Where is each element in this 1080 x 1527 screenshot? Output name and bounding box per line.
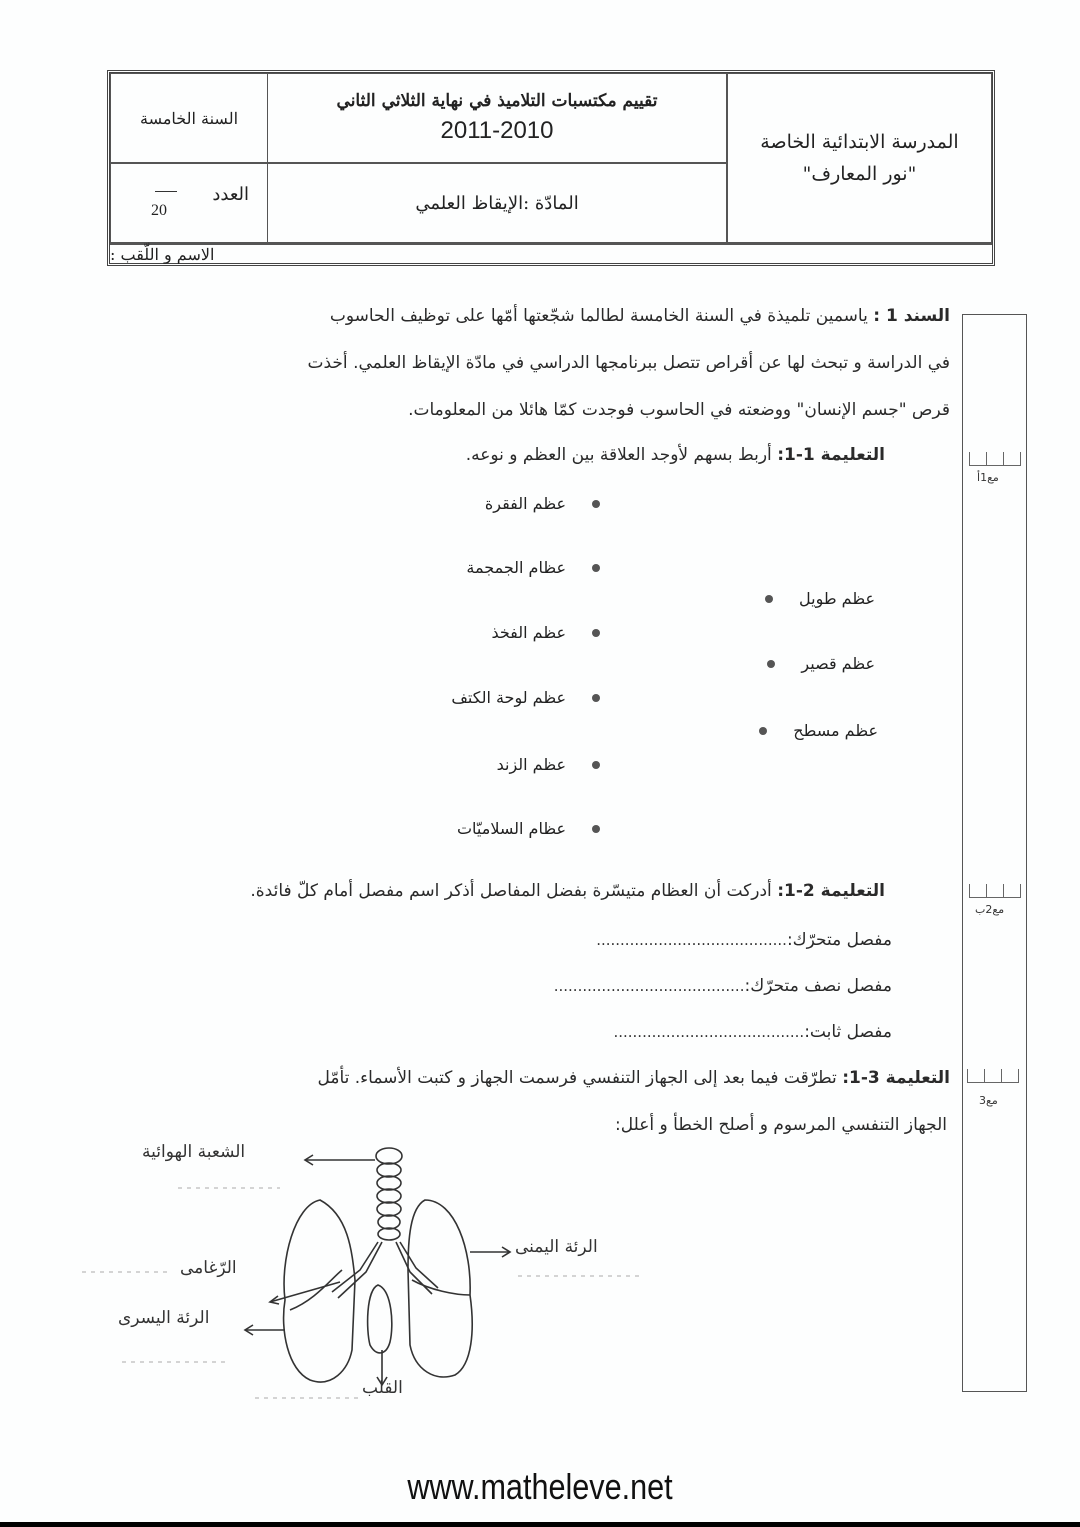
question-label: التعليمة 3-1: <box>842 1068 950 1088</box>
label-bronchus: الرّغامى <box>180 1258 237 1278</box>
sanad-text: ياسمين تلميذة في السنة الخامسة لطالما شجّعتها أمّها على توظيف الحاسوب <box>329 306 868 326</box>
school-year: 2011-2010 <box>440 117 554 144</box>
school-name: المدرسة الابتدائية الخاصة <box>760 131 959 153</box>
question-text: أربط بسهم لأوجد العلاقة بين العظم و نوعه. <box>465 445 772 465</box>
bone-item[interactable]: عظم الزند <box>497 755 600 774</box>
arrow-bronchus <box>270 1282 340 1302</box>
margin-mark: مع3 <box>979 1094 998 1107</box>
bullet-dot[interactable] <box>592 629 600 637</box>
name-row[interactable] <box>110 243 992 263</box>
joint-label: مفصل نصف متحرّك: <box>744 976 892 996</box>
heart-drawing <box>368 1285 392 1353</box>
joint-label: مفصل متحرّك: <box>786 930 892 950</box>
grade-cell <box>110 73 268 163</box>
answer-blank[interactable]: ........................................ <box>596 931 787 949</box>
bone-item[interactable]: عظم الفقرة <box>485 494 600 513</box>
joint-label: مفصل ثابت: <box>804 1022 892 1042</box>
bone-item[interactable]: عظم الفخذ <box>491 623 600 642</box>
bullet-dot[interactable] <box>592 825 600 833</box>
bone-item[interactable]: عظم لوحة الكتف <box>451 688 600 707</box>
question-1-3-line-2: الجهاز التنفسي المرسوم و أصلح الخطأ و أعلل: <box>615 1115 947 1135</box>
label-left-lung: الرئة اليسرى <box>118 1308 210 1328</box>
bone-type-item[interactable]: عظم مسطح <box>759 721 878 740</box>
question-label: التعليمة 2-1: <box>777 881 885 901</box>
score-tick-box[interactable] <box>969 452 1021 466</box>
grading-margin <box>962 314 1027 1392</box>
sanad-line-3: قرص "جسم الإنسان" ووضعته في الحاسوب فوجدت كمّا هائلا من المعلومات. <box>408 400 950 420</box>
bone-type-item[interactable]: عظم طويل <box>765 589 875 608</box>
right-lung-drawing <box>408 1200 472 1377</box>
bullet-dot[interactable] <box>767 660 775 668</box>
bone-type-item[interactable]: عظم قصير <box>767 654 875 673</box>
header-table <box>107 70 995 266</box>
diagram-drawing <box>245 1148 510 1385</box>
question-text: تطرّقت فيما بعد إلى الجهاز التنفسي فرسمت الجهاز و كتبت الأسماء. تأمّل <box>317 1068 837 1088</box>
bullet-dot[interactable] <box>592 564 600 572</box>
sanad-line-2: في الدراسة و تبحث لها عن أقراص تتصل ببرنامجها الدراسي في مادّة الإيقاظ العلمي. أخذت <box>307 353 950 373</box>
bullet-dot[interactable] <box>592 761 600 769</box>
score-cell <box>110 163 268 243</box>
question-label: التعليمة 1-1: <box>777 445 885 465</box>
score-label: العدد <box>212 184 249 205</box>
question-1-1 <box>185 441 885 469</box>
bottom-border <box>0 1522 1080 1527</box>
bullet-dot[interactable] <box>759 727 767 735</box>
school-cell <box>727 73 992 243</box>
respiratory-diagram <box>70 1130 690 1410</box>
margin-mark: مع1أ <box>977 471 999 484</box>
grade-label: السنة الخامسة <box>139 108 239 128</box>
sanad-label: السند 1 : <box>873 306 950 326</box>
question-1-3 <box>110 1064 950 1092</box>
score-tick-box[interactable] <box>967 1069 1019 1083</box>
answer-blank[interactable]: ........................................ <box>553 977 745 995</box>
subject-cell <box>267 163 727 243</box>
trachea-drawing <box>376 1148 402 1240</box>
name-label: الاسم و اللّقب : <box>110 244 215 264</box>
bullet-dot[interactable] <box>592 694 600 702</box>
margin-mark: مع2ب <box>975 903 1005 916</box>
title-cell <box>267 73 727 163</box>
question-1-2 <box>125 877 885 905</box>
label-heart: القلب <box>362 1378 403 1398</box>
joint-fixed-row[interactable] <box>392 1018 892 1046</box>
joint-movable-row[interactable] <box>392 926 892 954</box>
answer-blank[interactable]: ........................................ <box>613 1023 805 1041</box>
score-tick-box[interactable] <box>969 884 1021 898</box>
school-nickname: "نور المعارف" <box>802 163 917 185</box>
sanad-line-1 <box>120 302 950 330</box>
subject-label: المادّة :الإيقاظ العلمي <box>415 192 579 214</box>
bone-item[interactable]: عظام السلاميّات <box>457 819 600 838</box>
score-denominator: 20 <box>151 202 167 219</box>
joint-semi-movable-row[interactable] <box>392 972 892 1000</box>
bullet-dot[interactable] <box>592 500 600 508</box>
label-right-lung: الرئة اليمنى <box>515 1237 598 1257</box>
bone-item[interactable]: عظام الجمجمة <box>466 558 600 577</box>
bullet-dot[interactable] <box>765 595 773 603</box>
exam-title: تقييم مكتسبات التلاميذ في نهاية الثلاثي الثاني <box>336 91 658 111</box>
fraction-bar <box>155 191 177 192</box>
label-trachea: الشعبة الهوائية <box>142 1142 246 1162</box>
website-url: www.matheleve.net <box>407 1466 673 1507</box>
question-text: أدركت أن العظام متيسّرة بفضل المفاصل أذكر اسم مفصل أمام كلّ فائدة. <box>250 881 772 901</box>
